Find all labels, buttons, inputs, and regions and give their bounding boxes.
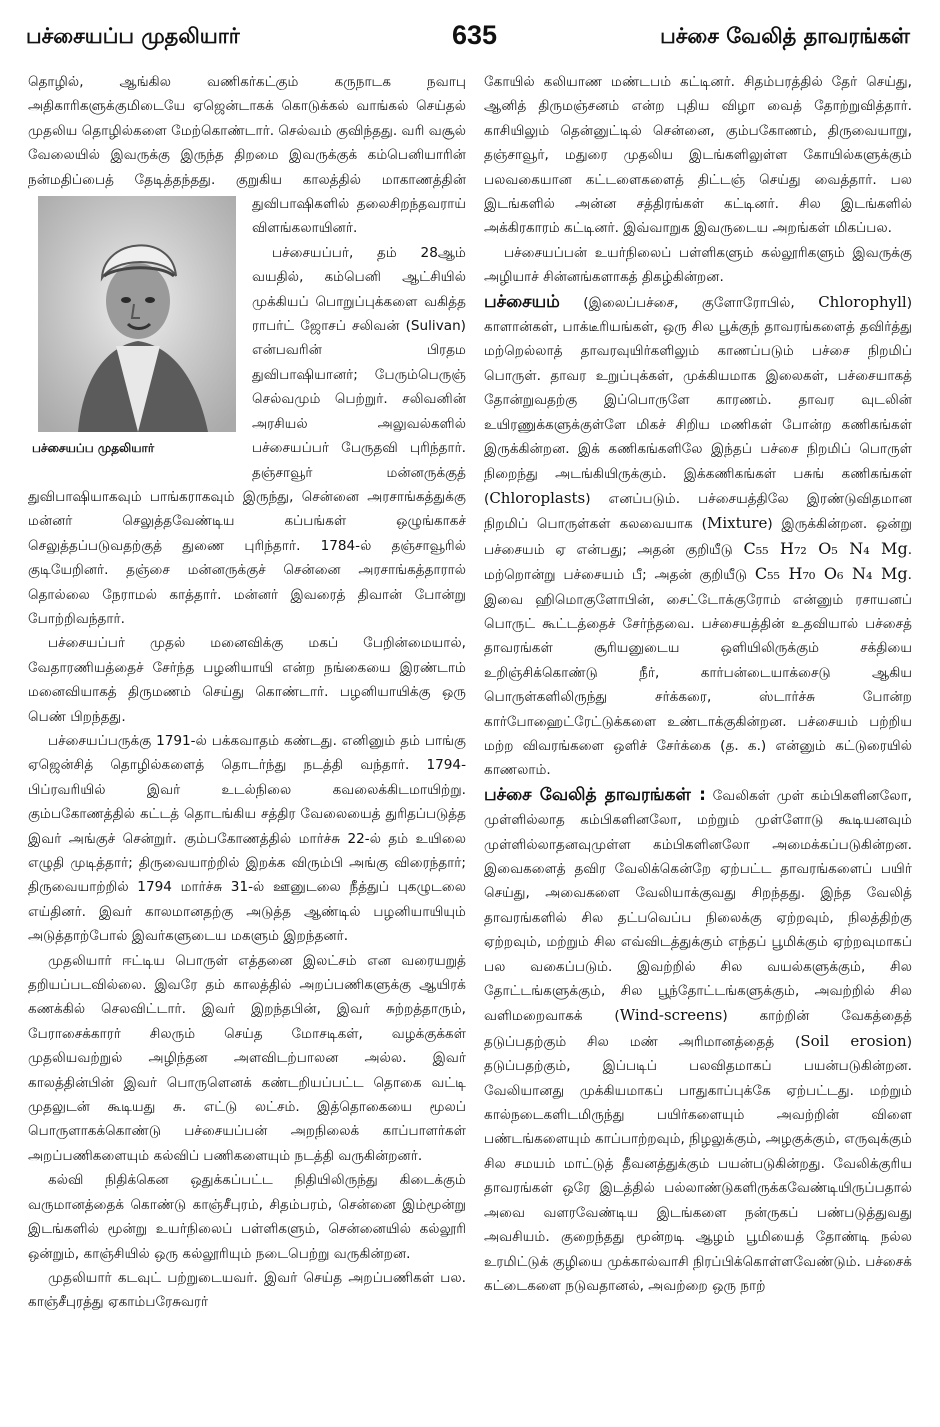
portrait-photo (38, 196, 236, 432)
left-paragraph-3: பச்சையப்பர் முதல் மனைவிக்கு மகப் பேறின்மையால், வேதாரணியத்தைச் சேர்ந்த பழனியாயி என்ற நங்கையை இரண்டாம் மனைவியாகத் திருமணம் செய்து கொண்டார். பழனியாயிக்கு ஒரு பெண் பிறந்தது. (28, 635, 466, 725)
entry-text: ) எனப்படும். பச்சையத்திலே இரண்டுவிதமான நிறமிப் பொருள்கள் கலவையாக ( (484, 490, 912, 533)
left-paragraph-1-text-cont: மாகாணத்தின் துவிபாஷிகளில் தலைசிறந்தவராய் விளங்கலாயினர். (252, 171, 466, 237)
entry-text: . இவை ஹிமொகுளோபின், சைட்டோக்குரோம் என்னும் ரசாயனப் பொருட் கூட்டத்தைச் சேர்ந்தவை. பச்சையத்தின் உதவியால் பச்சைத் தாவரங்கள் சூரியனுடைய ஒளியிலிருக்கும் சக்தியை உறிஞ்சிக்கொண்டு நீர், கார்பன்டையாக்சைடு ஆகிய பொருள்களிலிருந்து சர்க்கரை, ஸ்டார்ச்சு போன்ற கார்போஹைட்ரேட்டுக்களை உண்டாக்குகின்றன. பச்சையம் பற்றிய மற்ற விவரங்களை ஒளிச் சேர்க்கை (த. க.) என்னும் கட்டுரையில் காணலாம். (484, 567, 912, 779)
chemical-formula: C₅₅ H₇₂ O₅ N₄ Mg (743, 538, 908, 558)
latin-term: Wind-screens (619, 1006, 723, 1025)
entry-headword-pachaiyam: பச்சையம் (484, 291, 560, 312)
left-paragraph-1-text: தொழில், ஆங்கில வணிகர்கட்கும் கருநாடக நவாபு அதிகாரிகளுக்குமிடையே ஏஜென்டாகக் கொடுக்கல் வாங்கல் செய்தல் முதலிய தொழில்களை மேற்கொண்டார். செல்வம் குவிந்தது. வரி வசூல் வேலையில் இவருக்கு இருந்த திறமை இவருக்குக் கம்பெனியாரின் நன்மதிப்பைத் தேடித்தந்தது. குறுகிய காலத்தில் (28, 74, 466, 188)
portrait-figure (28, 196, 238, 464)
right-paragraph-1: கோயில் கலியாண மண்டபம் கட்டினர். சிதம்பரத்தில் தேர் செய்து, ஆனித் திருமஞ்சனம் என்ற புதிய விழா வைத் தோற்றுவித்தார். காசியிலும் தென்னுட்டில் சென்னை, கும்பகோணம், திருவையாறு, தஞ்சாவூர், மதுரை முதலிய இடங்களிலுள்ள கோயில்களுக்கும் பலவகையான கட்டளைகளைத் திட்டஞ் செய்து வைத்தார். பல இடங்களில் அன்ன சத்திரங்கள் கட்டினர். சில இடங்களில் அக்கிரகாரம் கட்டினர். இவ்வாறுக இவருடைய அறங்கள் மிகப்பல. (484, 74, 912, 237)
entry-text: ) காளான்கள், பாக்டீரியங்கள், ஒரு சில பூக்குந் தாவரங்களைத் தவிர்த்து மற்றெல்லாத் தாவரவுயிர்களிலும் காணப்படும் பச்சை நிறமிப் பொருள். தாவர உறுப்புக்கள், முக்கியமாக இலைகள், பச்சையாகத் தோன்றுவதற்கு இப்பொருளே காரணம். தாவர வுடலின் உயிரணுக்களுக்குள்ளே மிகச் சிறிய மணிகள் போன்ற கணிகங்கள் இருக்கின்றன. இக் கணிகங்களிலே இந்தப் பச்சை நிறமிப் பொருள் நிறைந்து அடங்கியிருக்கும். இக்கணிகங்கள் பசுங் கணிகங்கள் ( (484, 294, 912, 507)
right-paragraph-2: பச்சையப்பன் உயர்நிலைப் பள்ளிகளும் கல்லூரிகளும் இவருக்கு அழியாச் சின்னங்களாகத் திகழ்கின்றன. (484, 244, 912, 286)
chemical-formula: C₅₅ H₇₀ O₆ N₄ Mg (754, 564, 908, 584)
page-header (0, 0, 940, 64)
entry-pachai-veli-thavarangal (484, 783, 912, 1299)
entry-pachaiyam (484, 290, 912, 783)
running-head-right: பச்சை வேலித் தாவரங்கள் (660, 24, 910, 48)
latin-term: Soil erosion (800, 1031, 907, 1050)
entry-text: . மற்றொன்று பச்சையம் பீ; அதன் குறியீடு (484, 541, 913, 584)
entry-text: ) இருக்கின்றன. ஒன்று பச்சையம் ஏ என்பது; அதன் குறியீடு (484, 516, 912, 558)
left-column (28, 70, 466, 1315)
right-column (484, 70, 912, 1298)
left-paragraph-5: முதலியார் ஈட்டிய பொருள் எத்தனை இலட்சம் என வரையறுத் தறியப்படவில்லை. இவரே தம் காலத்தில் அறப்பணிகளுக்கு ஆயிரக் கணக்கில் செலவிட்டார். இவர் இறந்தபின், இவர் சுற்றத்தாரும், பேராசைக்காரர் சிலரும் செய்த மோசடிகள், வழக்குக்கள் முதலியவற்றுல் அழிந்தன அளவிடற்பாலன அல்ல. இவர் காலத்தின்பின் இவர் பொருளெனக் கண்டறியப்பட்ட தொகை வட்டி முதலுடன் கூடியது சு. எட்டு லட்சம். இத்தொகையை மூலப் பொருளாகக்கொண்டு பச்சையப்பன் அறநிலைக் காப்பாளர்கள் அறப்பணிகளையும் கல்விப் பணிகளையும் நடத்தி வருகின்றனர். (28, 952, 466, 1164)
entry-text: (இலைப்பச்சை, குளோரோபில், (559, 294, 819, 311)
entry-text: ) தடுப்பதற்கும், இப்படிப் பலவிதமாகப் பயன்படுகின்றன. வேலியானது முக்கியமாகப் பாதுகாப்புக்கே ஏற்பட்டது. மற்றும் கால்நடைகளிடமிருந்து பயிர்களையும் அவற்றின் விளை பண்டங்களையும் காப்பாற்றவும், நிழலுக்கும், அழகுக்கும், எருவுக்கும் சில சமயம் மாட்டுத் தீவனத்துக்கும் பயன்படுகின்றது. வேலிக்குரிய தாவரங்கள் ஒரே இடத்தில் பல்லாண்டுகளிருக்கவேண்டியிருப்பதால் அவை வளரவேண்டிய இடங்களை நன்ருகப் பண்படுத்துவது அவசியம். குறைந்தது மூன்றடி ஆழம் பூமியைத் தோண்டி நல்ல உரமிட்டுக் குழியை முக்கால்வாசி நிரப்பிக்கொள்ளவேண்டும். பச்சைக் கட்டைகளை நடுவதானல், அவற்றை ஒரு நாற் (484, 1033, 912, 1294)
latin-term: Mixture (706, 514, 768, 533)
page-number: 635 (452, 20, 498, 50)
left-paragraph-4: பச்சையப்பருக்கு 1791-ல் பக்கவாதம் கண்டது. எனினும் தம் பாங்கு ஏஜென்சித் தொழில்களைத் தொடர்ந்து நடத்தி வந்தார். 1794-பிப்ரவரியில் இவர் உடல்நிலை கவலைக்கிடமாயிற்று. கும்பகோணத்தில் கட்டத் தொடங்கிய சத்திர வேலையைத் துரிதப்படுத்த இவர் அங்குச் சென்றுர். கும்பகோணத்தில் மார்ச்சு 22-ல் தம் உயிலை எழுதி முடித்தார்; திருவையாற்றில் இறக்க விரும்பி அங்கு விரைந்தார்; திருவையாற்றில் 1794 மார்ச்சு 31-ல் ஊனுடலை நீத்துப் புகழுடலை எய்தினர். இவர் காலமானதற்கு அடுத்த ஆண்டில் பழனியாயியும் அடுத்தாற்போல் இவர்களுடைய மகளும் இறந்தனர். (28, 732, 466, 945)
latin-term: Chloroplasts (489, 488, 586, 507)
latin-term: Chlorophyll (818, 292, 907, 311)
left-paragraph-7: முதலியார் கடவுட் பற்றுடையவர். இவர் செய்த அறப்பணிகள் பல. காஞ்சீபுரத்து ஏகாம்பரேசுவரர் (28, 1269, 466, 1311)
left-paragraph-6: கல்வி நிதிக்கென ஒதுக்கப்பட்ட நிதியிலிருந்து கிடைக்கும் வருமானத்தைக் கொண்டு காஞ்சீபுரம், சிதம்பரம், சென்னை இம்மூன்று இடங்களில் மூன்று உயர்நிலைப் பள்ளிகளும், சென்னையில் கல்லூரி ஒன்றும், காஞ்சியில் ஒரு கல்லூரியும் நடைபெற்று வருகின்றன. (28, 1172, 466, 1262)
entry-headword-veli: பச்சை வேலித் தாவரங்கள் : (484, 784, 706, 805)
running-head-left: பச்சையப்ப முதலியார் (26, 24, 240, 48)
entry-text: வேலிகள் முள் கம்பிகளினலோ, முள்ளில்லாத கம்பிகளினலோ, மற்றும் முள்ளோடு கூடியனவும் முள்ளில்லாதனவுமுள்ள கம்பிகளினலோ அமைக்கப்படுகின்றன. இவைகளைத் தவிர வேலிக்கென்றே ஏற்பட்ட தாவரங்களைப் பயிர் செய்து, அவைகளை வேலியாக்குவது சிறந்தது. இந்த வேலித் தாவரங்களில் சில தட்பவெப்ப நிலைக்கு ஏற்றவும், நிலத்திற்கு ஏற்றவும், மற்றும் சில எவ்விடத்துக்கும் எந்தப் பூமிக்கும் ஏற்றவுமாகப் பல வகைப்படும். இவற்றில் சில வயல்களுக்கும், சில தோட்டங்களுக்கும், சில பூந்தோட்டங்களுக்கும், அவற்றில் சில வளிமறைவாகக் ( (484, 787, 912, 1025)
portrait-caption: பச்சையப்ப முதலியார் (32, 441, 155, 456)
left-paragraph-2: பச்சையப்பர், தம் 28ஆம் வயதில், கம்பெனி ஆட்சியில் முக்கியப் பொறுப்புக்களை வகித்த ராபர்ட் ஜோசப் சலிவன் (Sulivan) என்பவரின் பிரதம துவிபாஷியானர்; பேரும்பெருஞ் செல்வமும் பெற்றுர். சலிவனின் அரசியல் அலுவல்களில் பச்சையப்பர் பேருதவி புரிந்தார். தஞ்சாவூர் மன்னருக்குத் துவிபாஷியாகவும் பாங்கராகவும் இருந்து, சென்னை அரசாங்கத்துக்கு மன்னர் செலுத்தவேண்டிய கப்பங்கள் ஒழுங்காகச் செலுத்தப்படுவதற்குத் துணை புரிந்தார். 1784-ல் தஞ்சாவூரில் குடியேறினர். தஞ்சை மன்னருக்குச் சென்னை அரசாங்கத்தாரால் தொல்லை நேராமல் காத்தார். மன்னர் இவரைத் திவான் போன்று போற்றிவந்தார். (28, 244, 466, 627)
entry-text: ) காற்றின் வேகத்தைத் தடுப்பதற்கும் சில மண் அரிமானத்தைத் ( (484, 1008, 912, 1050)
